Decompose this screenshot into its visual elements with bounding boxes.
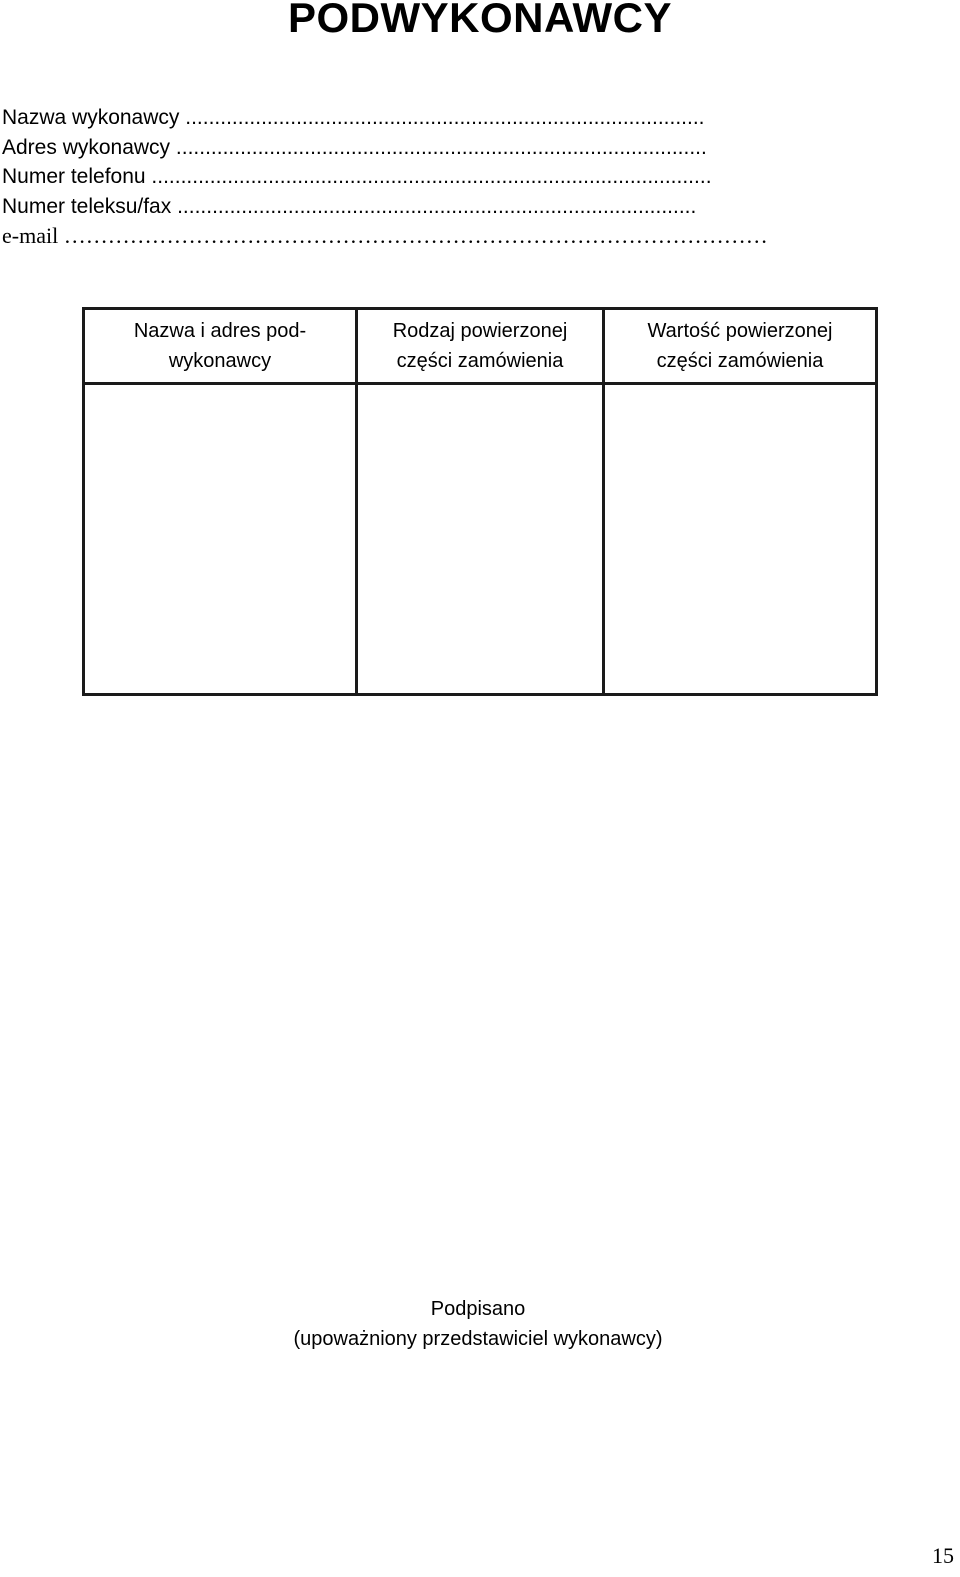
field-dots: …………………………………………………………………………………… — [58, 223, 768, 248]
field-dots: ........................................................................................... — [170, 135, 707, 159]
signature-block — [0, 1294, 956, 1354]
field-label: Nazwa wykonawcy — [2, 106, 180, 129]
table-cell-value-of-work[interactable] — [604, 384, 877, 695]
header-scope-of-work: Rodzaj powierzonej części zamówienia — [357, 309, 604, 384]
page-number: 15 — [932, 1543, 954, 1568]
subcontractors-table — [82, 307, 878, 696]
header-subcontractor-name: Nazwa i adres pod-wykonawcy — [84, 309, 357, 384]
field-label: Numer teleksu/fax — [2, 194, 172, 218]
signature-label: Podpisano — [430, 1298, 526, 1320]
field-dots: ................................................................................................ — [145, 165, 712, 188]
table-cell-scope-of-work[interactable] — [357, 384, 604, 695]
contractor-fields — [2, 103, 862, 251]
table-row — [84, 384, 877, 695]
field-label: Numer telefonu — [2, 165, 146, 188]
field-label: e-mail — [2, 223, 59, 248]
signature-caption: (upoważniony przedstawiciel wykonawcy) — [293, 1328, 663, 1350]
table-header-row — [84, 309, 877, 384]
page-title: PODWYKONAWCY — [288, 0, 672, 41]
contractor-address-field — [2, 133, 862, 163]
telex-fax-field — [2, 192, 862, 222]
field-dots: ......................................................................................... — [179, 106, 705, 129]
email-field — [2, 221, 862, 251]
contractor-name-field — [2, 103, 862, 133]
table-cell-subcontractor-name[interactable] — [84, 384, 357, 695]
field-dots: ......................................................................................... — [171, 194, 697, 218]
phone-number-field — [2, 162, 862, 192]
header-value-of-work: Wartość powierzonej części zamówienia — [604, 309, 877, 384]
field-label: Adres wykonawcy — [2, 135, 171, 159]
